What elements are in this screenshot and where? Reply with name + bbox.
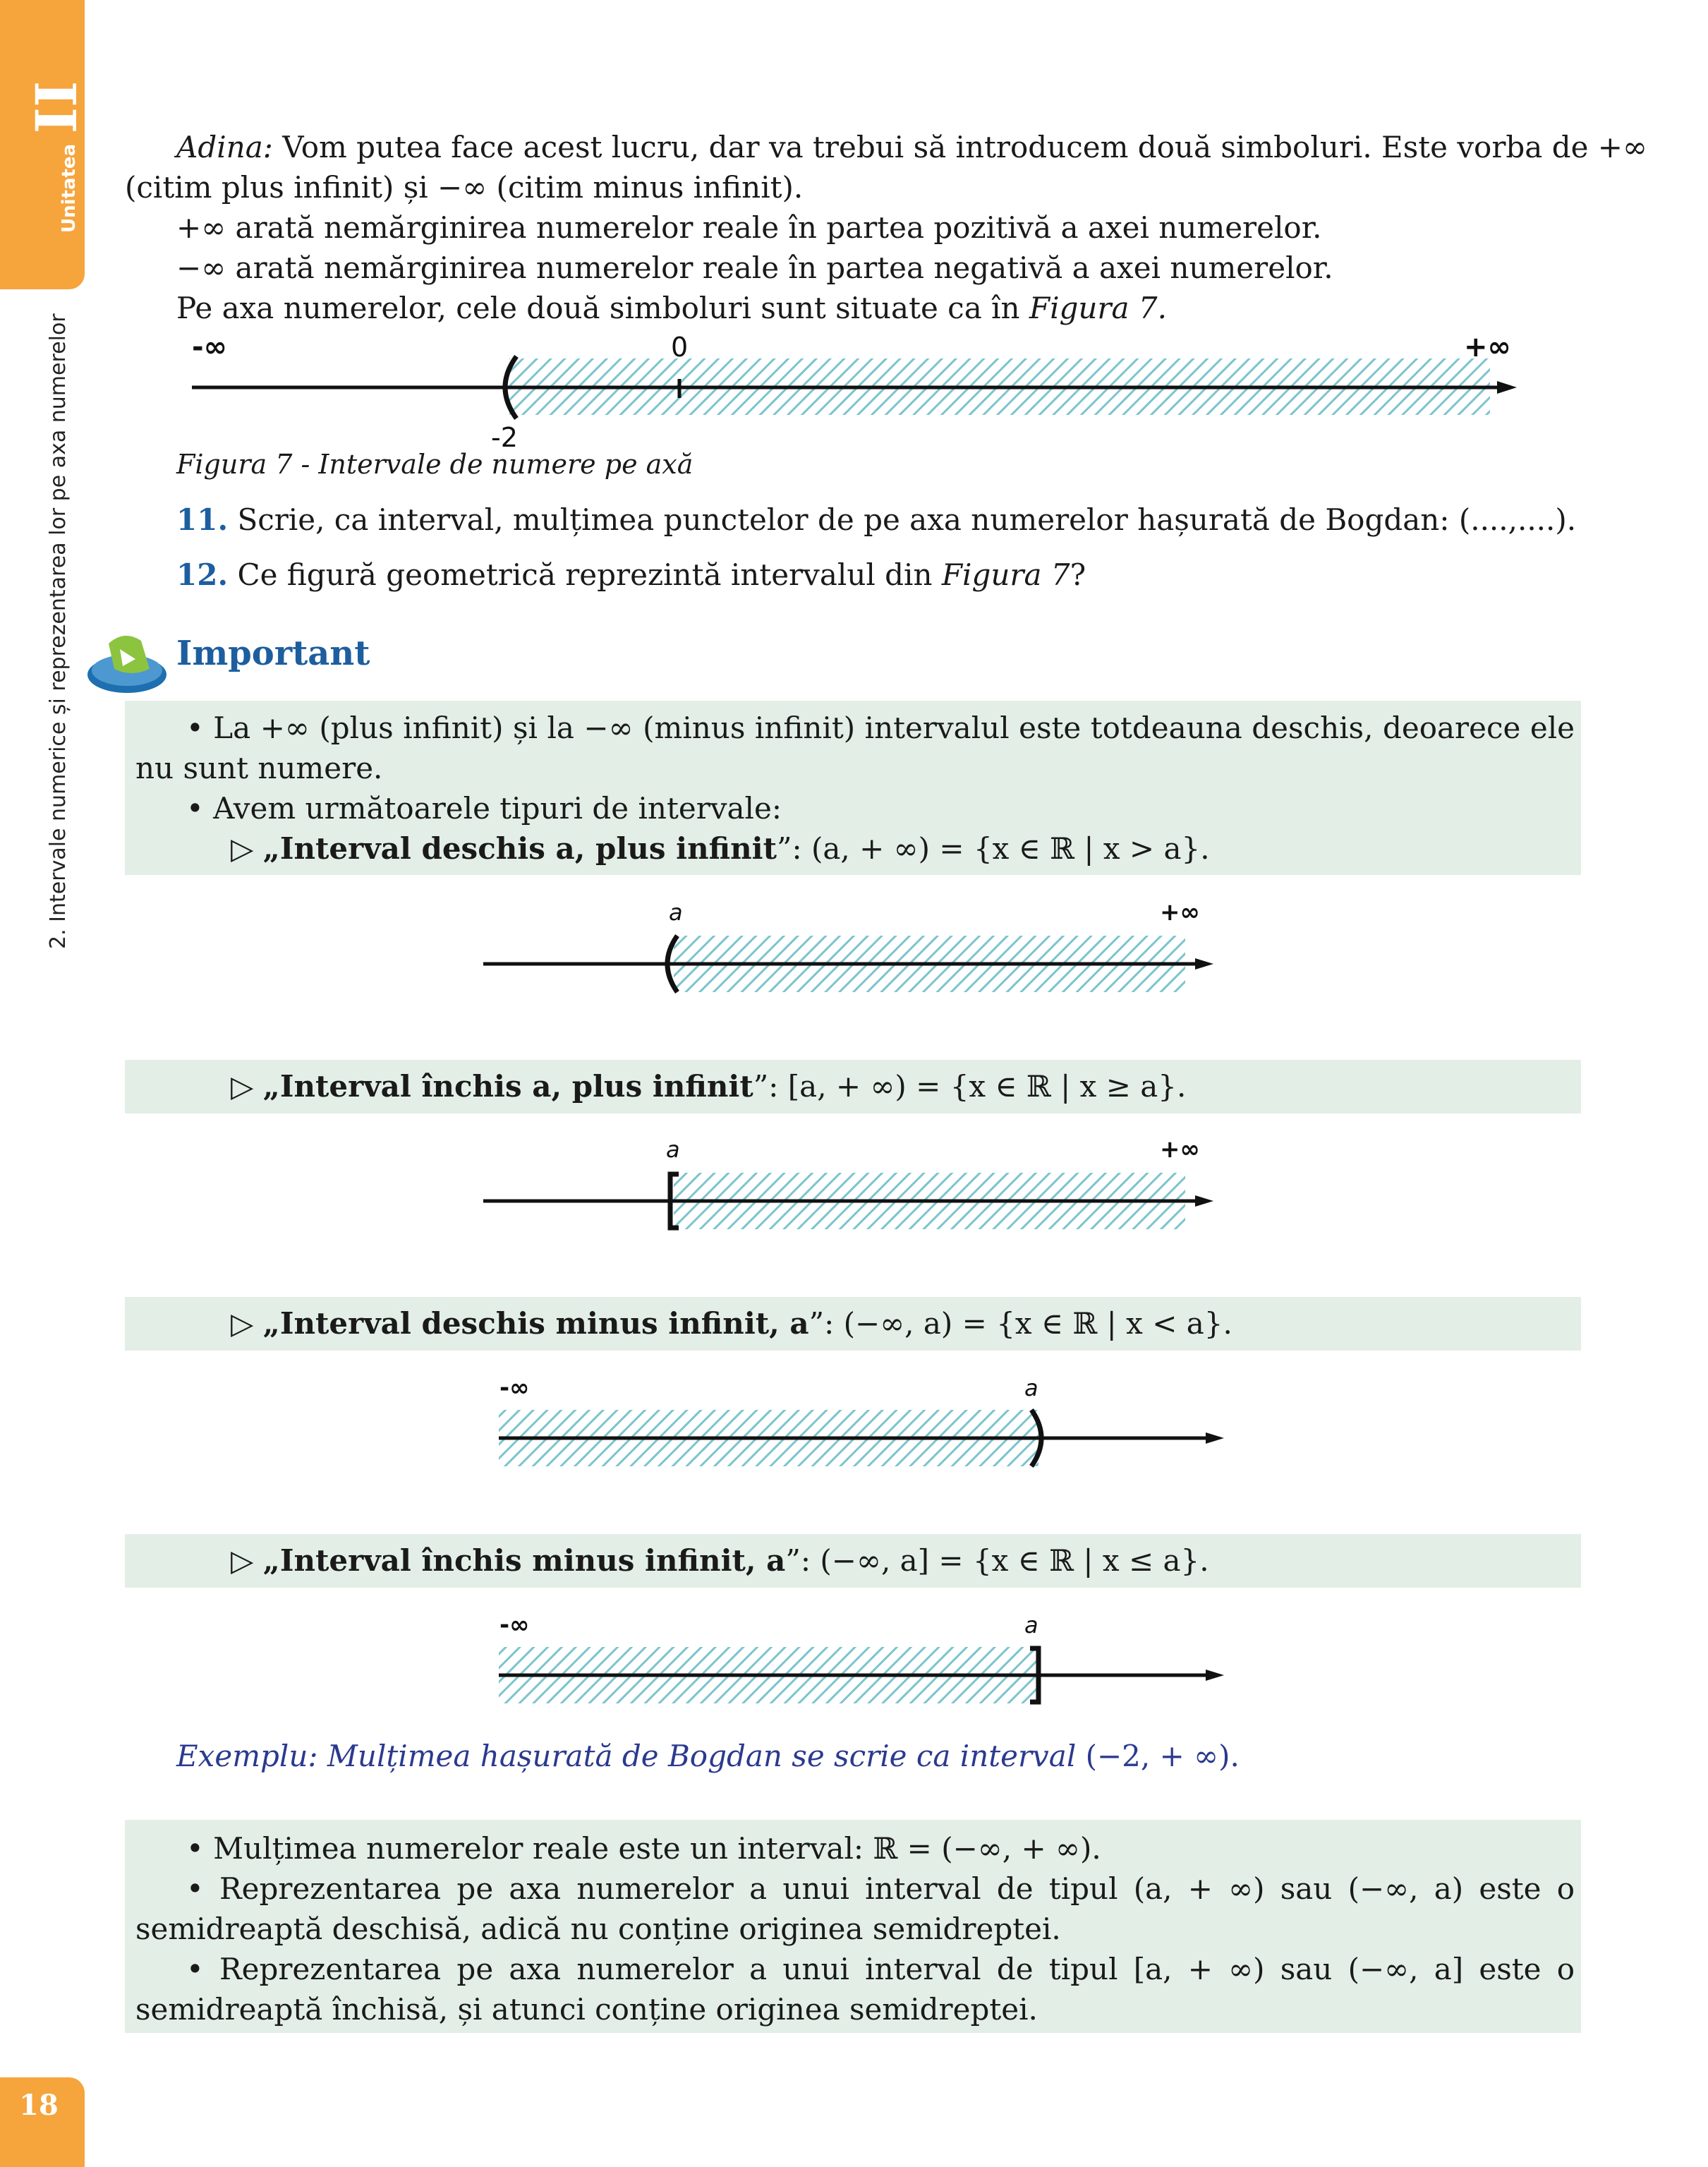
important-bullet-2: • Avem următoarele tipuri de intervale: — [186, 791, 782, 826]
interval-type-3 — [231, 1303, 1232, 1344]
a-label: a — [1024, 1612, 1038, 1638]
arrow-marker: ▷ — [231, 1306, 254, 1341]
interval-name: „Interval deschis minus infinit, a — [262, 1306, 809, 1341]
intro-line-4: −∞ arată nemărginirea numerelor reale în partea negativă a axei numerelor. — [176, 250, 1333, 285]
interval-name: „Interval închis a, plus infinit — [262, 1069, 753, 1104]
figure-ref: Figura 7 — [941, 557, 1070, 592]
pos-inf-label: +∞ — [1160, 898, 1200, 926]
unit-label: Unitatea — [59, 143, 80, 233]
neg-inf-label: -∞ — [499, 1374, 530, 1402]
interval-formula: ”: (−∞, a) = {x ∈ ℝ | x < a}. — [808, 1306, 1232, 1341]
chapter-title: 2. Intervale numerice și reprezentarea lor pe axa numerelor — [46, 313, 71, 949]
minus-two-label: -2 — [491, 422, 518, 453]
important-title: Important — [176, 634, 370, 673]
diagram-open-minus-inf-a — [499, 1374, 1224, 1466]
intro-line-2: (citim plus infinit) și −∞ (citim minus infinit). — [125, 170, 804, 205]
axis-arrowhead — [1497, 381, 1517, 394]
unit-roman-numeral: II — [23, 80, 90, 134]
exercise-text: Ce figură geometrică reprezintă intervalul din — [237, 557, 942, 592]
interval-formula: ”: [a, + ∞) = {x ∈ ℝ | x ≥ a}. — [753, 1069, 1187, 1104]
example-text: Exemplu: Mulțimea hașurată de Bogdan se scrie ca interval — [176, 1739, 1086, 1773]
interval-type-3-box — [125, 1297, 1581, 1351]
summary-bullet-2: • Reprezentarea pe axa numerelor a unui interval de tipul (a, + ∞) sau (−∞, a) este o semidreaptă deschisă, adică nu conține originea semidreptei. — [135, 1871, 1575, 1946]
intro-line-5-text: Pe axa numerelor, cele două simboluri sunt situate ca în — [176, 291, 1029, 325]
a-label: a — [1024, 1375, 1038, 1401]
arrow-marker: ▷ — [231, 831, 254, 866]
important-bullet-1: • La +∞ (plus infinit) și la −∞ (minus infinit) intervalul este totdeauna deschis, deoarece ele nu sunt numere. — [135, 711, 1575, 785]
axis-arrowhead — [1195, 958, 1213, 970]
interval-type-1 — [231, 828, 1210, 869]
exercise-12 — [176, 555, 1086, 595]
pos-inf-label: +∞ — [1160, 1135, 1200, 1164]
interval-name: „Interval deschis a, plus infinit — [262, 831, 777, 866]
summary-box — [125, 1820, 1581, 2033]
axis-arrowhead — [1206, 1670, 1224, 1681]
page-number: 18 — [19, 2089, 59, 2122]
exercise-number: 12. — [176, 557, 229, 592]
intro-line-3: +∞ arată nemărginirea numerelor reale în partea pozitivă a axei numerelor. — [176, 210, 1322, 245]
speaker-name: Adina: — [176, 130, 273, 164]
important-icon — [85, 628, 169, 699]
figure-7-number-line — [192, 331, 1517, 453]
diagram-closed-minus-inf-a — [499, 1611, 1224, 1703]
zero-label: 0 — [671, 332, 689, 363]
axis-arrowhead — [1195, 1195, 1213, 1207]
figure-7-caption: Figura 7 - Intervale de numere pe axă — [176, 449, 694, 480]
summary-bullet-1: • Mulțimea numerelor reale este un interval: ℝ = (−∞, + ∞). — [186, 1831, 1101, 1866]
summary-bullet-3: • Reprezentarea pe axa numerelor a unui interval de tipul [a, + ∞) sau (−∞, a] este o semidreaptă închisă, și atunci conține originea semidreptei. — [135, 1952, 1575, 2027]
intro-line-1-text: Vom putea face acest lucru, dar va trebui să introducem două simboluri. Este vorba de +∞ — [272, 130, 1647, 164]
example-line — [176, 1736, 1240, 1776]
example-interval: (−2, + ∞). — [1085, 1739, 1240, 1773]
exercise-text: Scrie, ca interval, mulțimea punctelor de pe axa numerelor hașurată de Bogdan: (....,....). — [237, 502, 1577, 537]
arrow-marker: ▷ — [231, 1069, 254, 1104]
interval-type-2-box — [125, 1060, 1581, 1113]
diagram-open-a-plus-inf — [483, 898, 1213, 992]
exercise-11 — [176, 500, 1576, 540]
neg-inf-label: -∞ — [192, 331, 227, 363]
figure-ref: Figura 7. — [1029, 291, 1167, 325]
axis-arrowhead — [1206, 1432, 1224, 1444]
a-label: a — [669, 899, 683, 926]
interval-type-4-box — [125, 1534, 1581, 1588]
a-label: a — [666, 1136, 680, 1163]
interval-type-2 — [231, 1066, 1186, 1106]
exercise-text-end: ? — [1070, 557, 1086, 592]
interval-type-4 — [231, 1540, 1209, 1581]
exercise-number: 11. — [176, 502, 229, 537]
pos-inf-label: +∞ — [1464, 331, 1511, 363]
interval-formula: ”: (−∞, a] = {x ∈ ℝ | x ≤ a}. — [785, 1543, 1209, 1578]
interval-name: „Interval închis minus infinit, a — [262, 1543, 786, 1578]
arrow-marker: ▷ — [231, 1543, 254, 1578]
important-box — [125, 701, 1581, 875]
diagram-closed-a-plus-inf — [483, 1135, 1213, 1229]
interval-formula: ”: (a, + ∞) = {x ∈ ℝ | x > a}. — [777, 831, 1210, 866]
neg-inf-label: -∞ — [499, 1611, 530, 1639]
